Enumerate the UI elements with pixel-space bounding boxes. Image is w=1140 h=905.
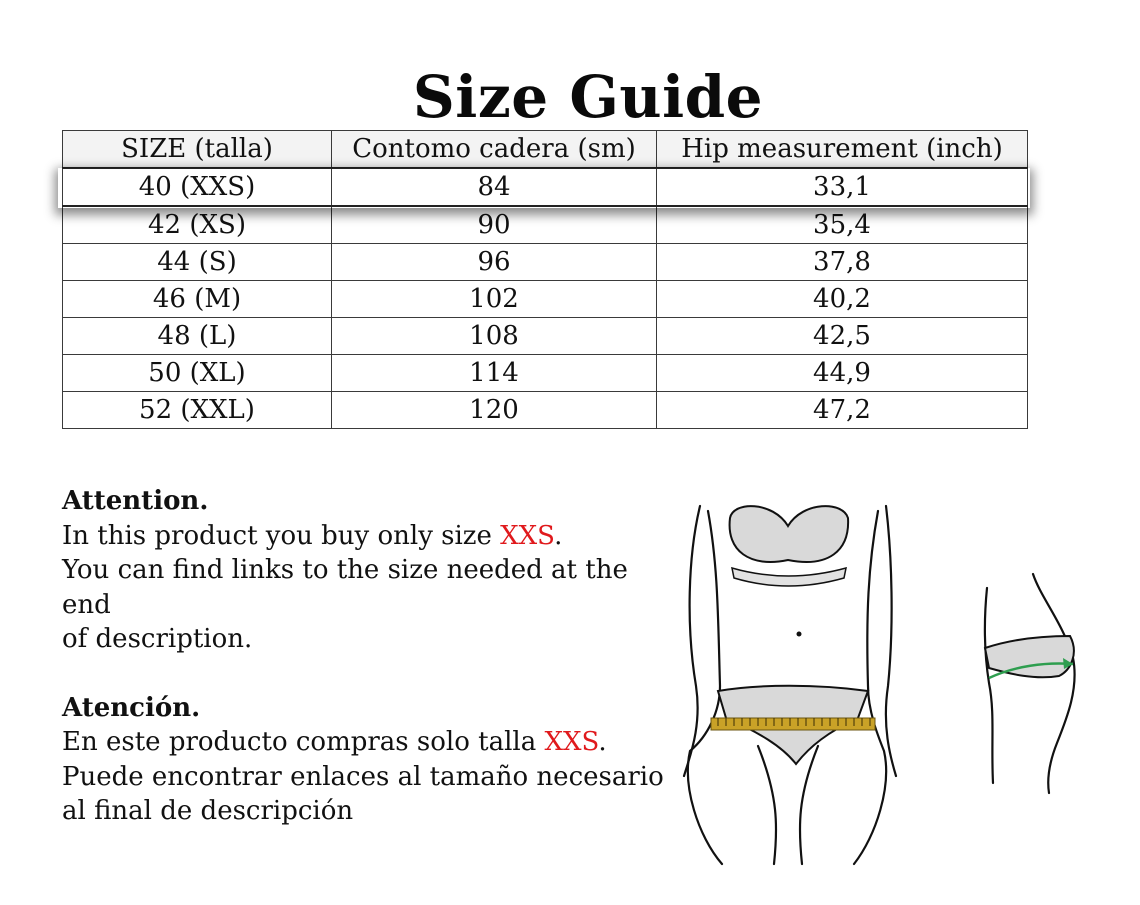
cell-hip-inch: 47,2 xyxy=(657,392,1028,429)
english-line-3: of description. xyxy=(62,624,253,654)
cell-hip-inch: 42,5 xyxy=(657,318,1028,355)
english-heading: Attention. xyxy=(62,486,209,516)
cell-hip-cm: 120 xyxy=(332,392,657,429)
spanish-line-2: Puede encontrar enlaces al tamaño necesario xyxy=(62,761,664,792)
side-back-outline xyxy=(1033,574,1075,793)
header-hip-inch: Hip measurement (inch) xyxy=(657,131,1028,169)
side-front-outline xyxy=(985,588,993,783)
notes-section xyxy=(62,484,682,829)
english-line-1 xyxy=(62,519,682,554)
spanish-heading: Atención. xyxy=(62,692,201,723)
cell-hip-inch: 33,1 xyxy=(657,168,1028,206)
body-outline-right xyxy=(854,511,886,864)
measuring-tape xyxy=(711,718,875,730)
side-body-illustration xyxy=(975,568,1095,798)
cell-hip-cm: 108 xyxy=(332,318,657,355)
cell-size: 42 (XS) xyxy=(63,206,332,244)
table-row-highlighted xyxy=(63,168,1028,206)
table-row xyxy=(63,281,1028,318)
english-line-1-end: . xyxy=(554,520,563,551)
table-row xyxy=(63,318,1028,355)
cell-size: 40 (XXS) xyxy=(63,168,332,206)
english-line-1-text: In this product you buy only size xyxy=(62,520,501,551)
table-row xyxy=(63,355,1028,392)
spanish-line-1-end: . xyxy=(598,727,607,757)
english-size-highlight: XXS xyxy=(500,520,555,551)
cell-hip-cm: 84 xyxy=(332,168,657,206)
cell-hip-inch: 44,9 xyxy=(657,355,1028,392)
leg-divider-left xyxy=(758,746,776,864)
body-outline-left xyxy=(688,511,722,864)
bra-band xyxy=(732,568,846,586)
table-row xyxy=(63,244,1028,281)
spacer xyxy=(62,657,682,691)
spanish-line-1 xyxy=(62,725,682,760)
cell-size: 48 (L) xyxy=(63,318,332,355)
front-body-illustration xyxy=(678,496,898,866)
cell-hip-inch: 37,8 xyxy=(657,244,1028,281)
navel-mark xyxy=(797,632,802,637)
header-size: SIZE (talla) xyxy=(63,131,332,169)
cell-size: 46 (M) xyxy=(63,281,332,318)
arm-left xyxy=(684,506,700,776)
bra-shape xyxy=(730,506,849,562)
cell-hip-cm: 90 xyxy=(332,206,657,244)
cell-hip-inch: 35,4 xyxy=(657,206,1028,244)
cell-hip-cm: 102 xyxy=(332,281,657,318)
cell-size: 44 (S) xyxy=(63,244,332,281)
table-header-row xyxy=(63,131,1028,169)
page-title: Size Guide xyxy=(412,62,764,131)
size-table xyxy=(62,130,1028,429)
cell-hip-cm: 114 xyxy=(332,355,657,392)
cell-size: 50 (XL) xyxy=(63,355,332,392)
cell-hip-inch: 40,2 xyxy=(657,281,1028,318)
spanish-line-1-text: En este producto compras solo talla xyxy=(62,727,545,757)
side-panty-shape xyxy=(985,636,1074,677)
leg-divider-right xyxy=(800,746,818,864)
cell-hip-cm: 96 xyxy=(332,244,657,281)
spanish-line-3: al final de descripción xyxy=(62,796,354,826)
spanish-size-highlight: XXS xyxy=(544,727,599,757)
cell-size: 52 (XXL) xyxy=(63,392,332,429)
table-row xyxy=(63,392,1028,429)
english-line-2: You can find links to the size needed at the end xyxy=(62,555,628,620)
header-hip-cm: Contomo cadera (sm) xyxy=(332,131,657,169)
arm-right xyxy=(886,506,896,776)
table-row xyxy=(63,206,1028,244)
